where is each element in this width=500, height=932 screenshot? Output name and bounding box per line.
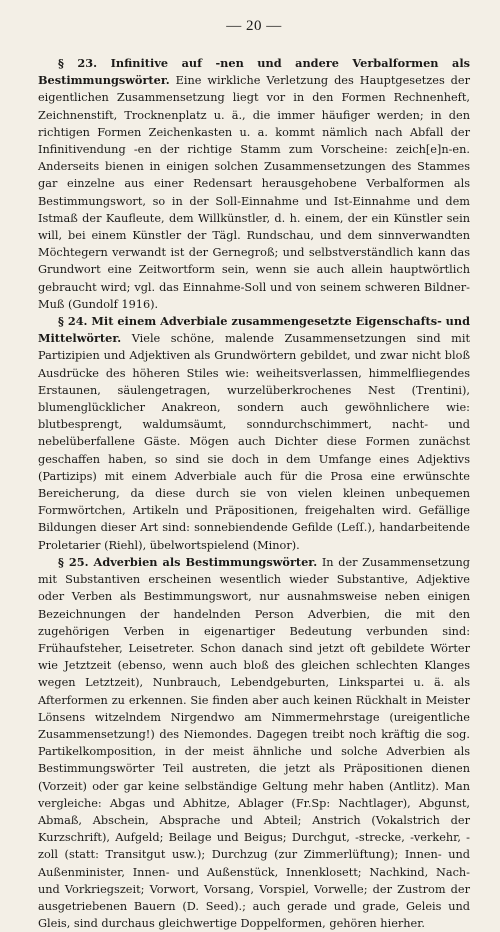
paragraph-23	[38, 55, 470, 313]
paragraph-25-heading: § 25. Adverbien als Bestimmungswörter.	[58, 554, 318, 569]
paragraph-25-text: In der Zusammensetzung mit Substantiven erscheinen wesentlich wieder Substantive, Adjektive oder Verben als Bestimmungswort, nur ausnahmsweise neben einigen Bezeichnungen der handelnden Person Adverbien, die mit den zugehörigen Verben in eigenartiger Bedeutung verbunden sind: Frühaufsteher, Leisetreter. Schon danach sind jetzt oft gebildete Wörter wie Jetztzeit (ebenso, wenn auch bloß des gleichen schlechten Klanges wegen Letztzeit), Nunbrauch, Lebendgeburten, Linkspartei u. ä. als Afterformen zu erkennen. Sie finden aber auch keinen Rückhalt in Meister Lönsens witzelndem Nirgendwo am Nimmermehrstage (ureigentliche Zusammensetzung!) des Niemondes. Dagegen treibt noch kräftig die sog. Partikelkomposition, in der meist ähnliche und solche Adverbien als Bestimmungswörter Teil austreten, die jetzt als Präpositionen dienen (Vorzeit) oder gar keine selbständige Geltung mehr haben (Antlitz). Man vergleiche: Abgas und Abhitze, Ablager (Fr.Sp: Nachtlager), Abgunst, Abmaß, Abschein, Absprache und Abteil; Anstrich (Vokalstrich der Kurzschrift), Aufgeld; Beilage und Beigus; Durchgut, -strecke, -verkehr, -zoll (statt: Transitgut usw.); Durchzug (zur Zimmerlüftung); Innen- und Außenminister, Innen- und Außenstück, Innenklosett; Nachkind, Nach- und Vorkriegszeit; Vorwort, Vorsang, Vorspiel, Vorwelle; der Zustrom der ausgetriebenen Bauern (D. Seed).; auch gerade und grade, Geleis und Gleis, sind durchaus gleichwertige Doppelformen, gehören hierher.	[38, 555, 470, 931]
paragraph-24	[38, 313, 470, 554]
paragraph-24-text: Viele schöne, malende Zusammensetzungen sind mit Partizipien und Adjektiven als Grundwörtern gebildet, und zwar nicht bloß Ausdrücke des höheren Stiles wie: weiheitsverlassen, himmelfliegendes Erstaunen, säulengetragen, wurzelüberkrochenes Nest (Trentini), blumenglücklicher Anakreon, sondern auch gewöhnlichere wie: blutbesprengt, waldumsäumt, sonndurchschimmert, nacht- und nebelüberfallene Gäste. Mögen auch Dichter diese Formen zunächst geschaffen haben, so sind sie doch in dem Umfange eines Adjektivs (Partizips) mit einem Adverbiale auch für die Prosa eine erwünschte Bereicherung, da diese durch sie von vielen kleinen unbequemen Formwörtchen, Artikeln und Präpositionen, freigehalten wird. Gefällige Bildungen dieser Art sind: sonnebiendende Gefilde (Leſſ.), handarbeitende Proletarier (Riehl), übelwortspielend (Minor).	[38, 332, 470, 552]
page-number: — 20 —	[226, 18, 282, 34]
paragraph-23-heading: § 23. Infinitive auf -nen und andere Verbalformen als Bestimmungswörter.	[38, 56, 470, 88]
paragraph-25	[38, 554, 470, 932]
paragraph-23-text: Eine wirkliche Verletzung des Hauptgesetzes der eigentlichen Zusammensetzung liegt vor in den Formen Rechnenheft, Zeichnenstift, Trocknenplatz u. ä., die immer häufiger werden; in den richtigen Formen Zeichenkasten u. a. kommt nämlich nach Abfall der Infinitivendung -en der richtige Stamm zum Vorscheine: zeich[e]n-en. Anderseits bienen in einigen solchen Zusammensetzungen des Stammes gar einzelne aus einer Redensart herausgehobene Verbalformen als Bestimmungswort, so in der Soll-Einnahme und Ist-Einnahme und dem Istmaß der Kaufleute, dem Willkünstler, d. h. einem, der ein Künstler sein will, bei einem Künstler der Tägl. Rundschau, und dem sinnverwandten Möchtegern verwandt ist der Gernegroß; und selbstverständlich kann das Grundwort eine Zeitwortform sein, wenn sie auch allein hauptwörtlich gebraucht wird; vgl. das Einnahme-Soll und von seinem schweren Bildner-Muß (Gundolf 1916).	[38, 74, 470, 311]
paragraph-24-heading: § 24. Mit einem Adverbiale zusammengesetzte Eigenschafts- und Mittelwörter.	[38, 314, 471, 346]
